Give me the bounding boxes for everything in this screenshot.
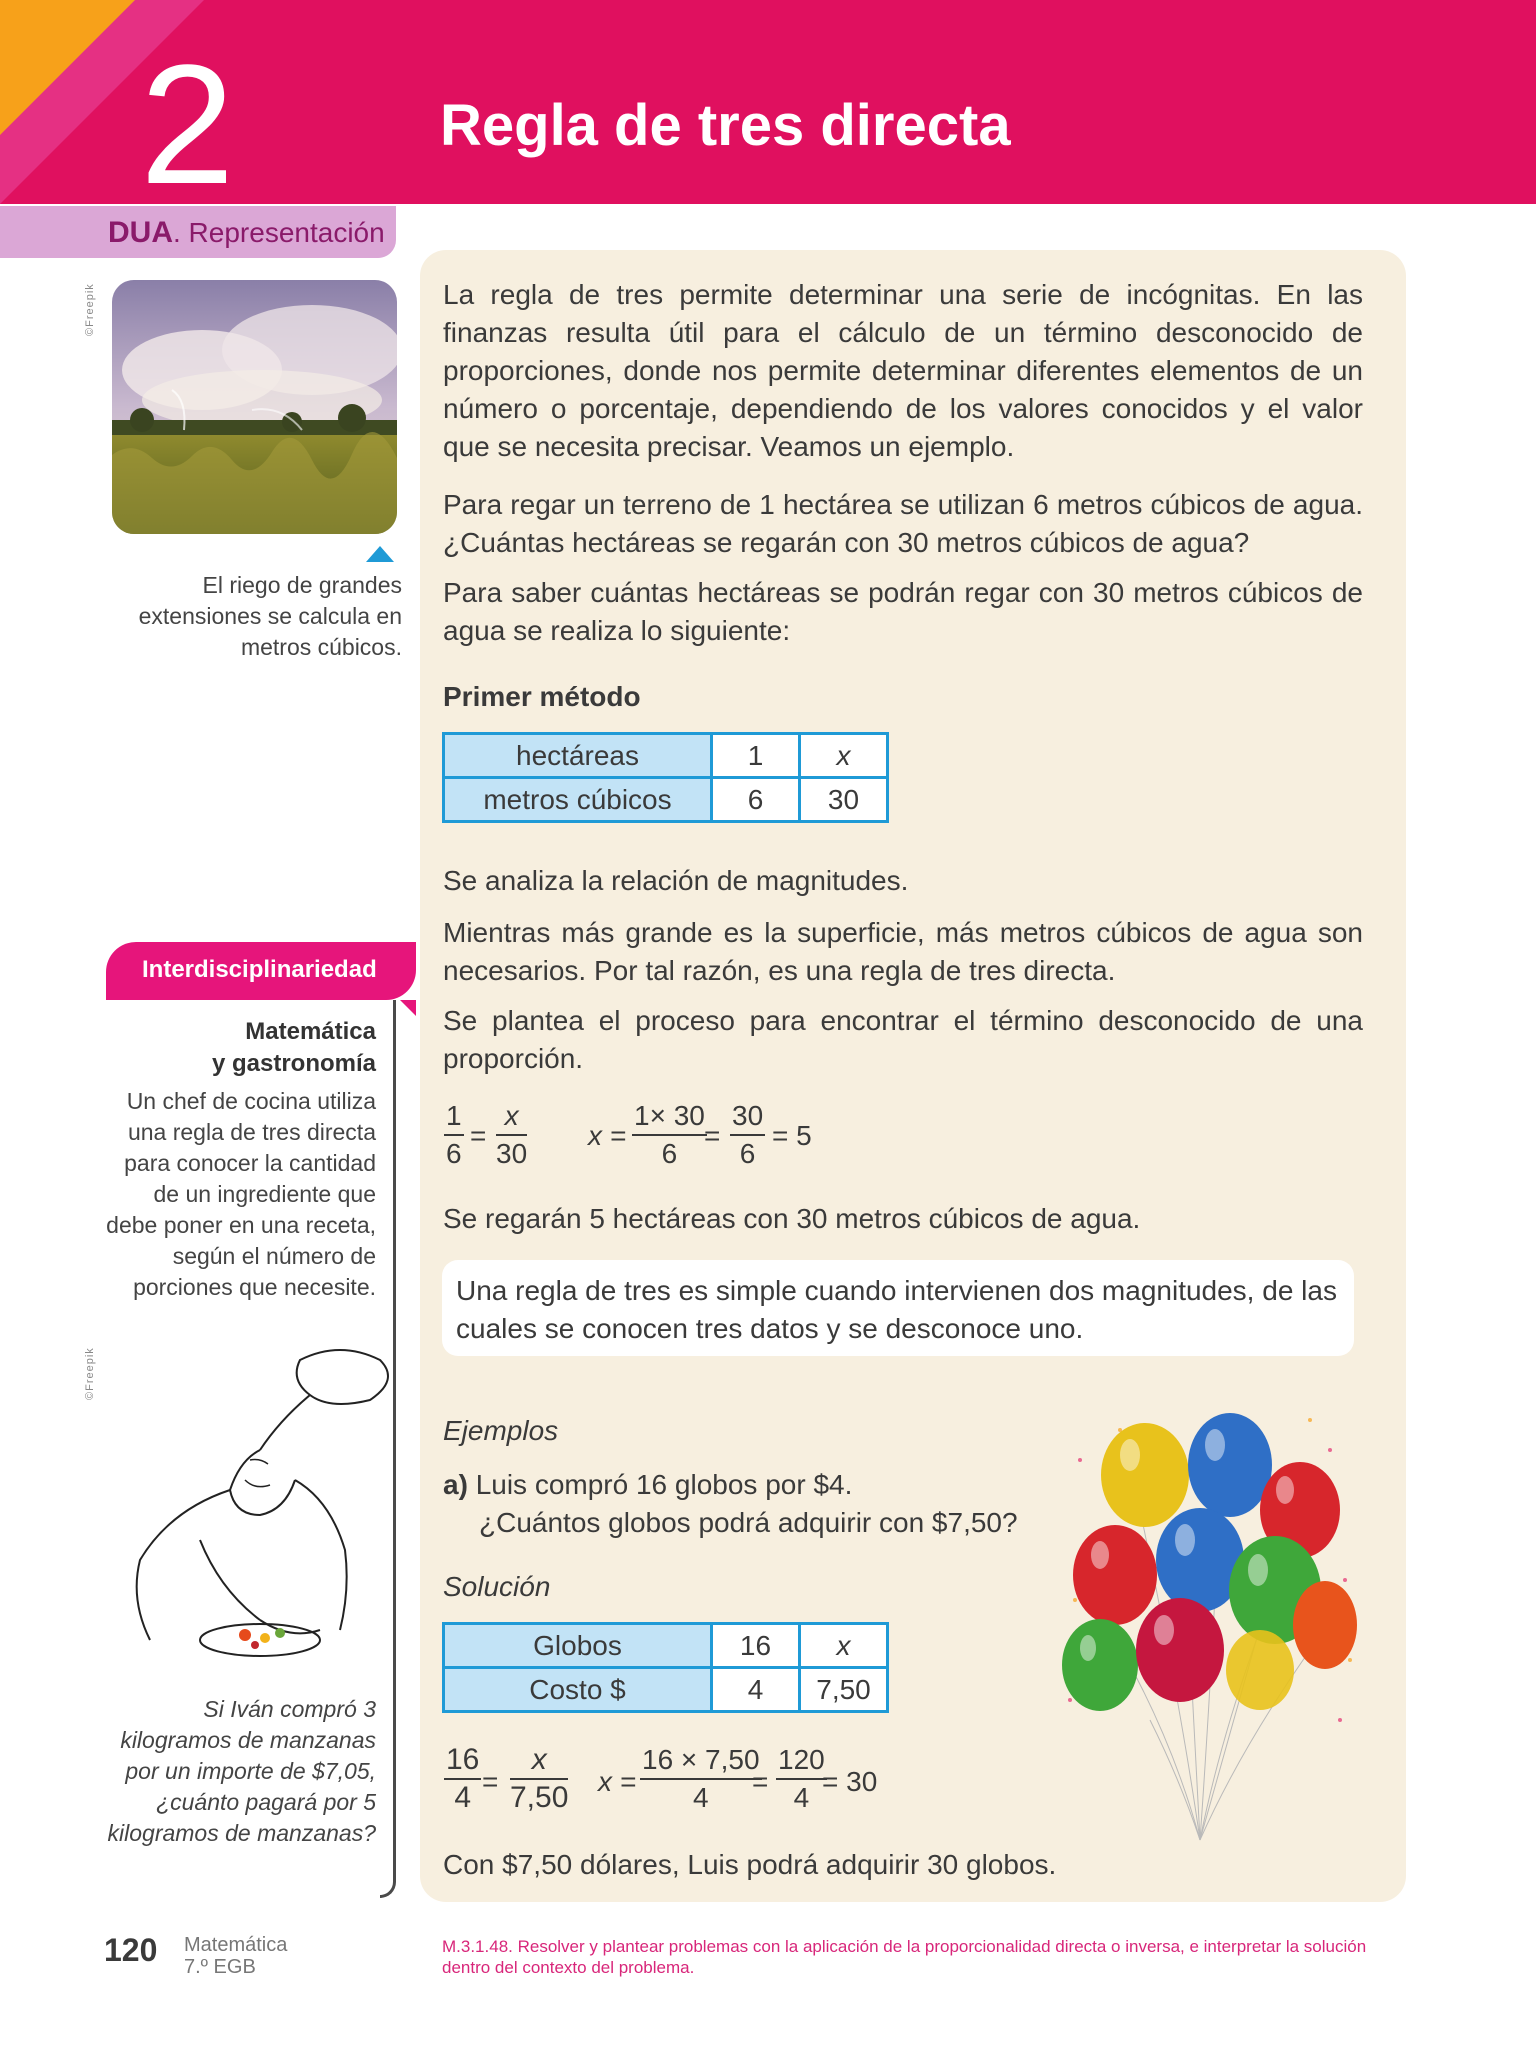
- table-row: [444, 734, 888, 778]
- chef-illustration: [110, 1340, 400, 1670]
- example-a-line2: ¿Cuántos globos podrá adquirir con $7,50?: [479, 1507, 1018, 1538]
- table-cell: x: [800, 734, 888, 778]
- dua-bold: DUA: [108, 216, 173, 249]
- tab-fold-icon: [400, 1000, 416, 1016]
- denominator: 6: [446, 1138, 462, 1169]
- proportion-table-2: [442, 1622, 889, 1713]
- numerator: 1× 30: [634, 1100, 705, 1131]
- denominator: 6: [661, 1138, 678, 1169]
- numerator: x: [504, 1100, 519, 1131]
- fraction: [444, 1742, 481, 1816]
- denominator: 4: [454, 1781, 472, 1814]
- result: = 30: [822, 1766, 878, 1797]
- photo-credit-chef: ©Freepik: [84, 1347, 96, 1400]
- x-equals: x =: [588, 1120, 627, 1151]
- example-a-line1: Luis compró 16 globos por $4.: [475, 1469, 853, 1500]
- page-title: Regla de tres directa: [440, 93, 1011, 158]
- unit-number: 2: [140, 30, 235, 204]
- page-number: 120: [104, 1932, 158, 1968]
- denominator: 7,50: [510, 1781, 569, 1814]
- method-title: Primer método: [443, 681, 641, 712]
- proportion-table-1: [442, 732, 889, 823]
- sidebar-title: [110, 1016, 376, 1080]
- header-corner-orange: [0, 0, 135, 135]
- table-cell: 6: [712, 778, 800, 822]
- equals-sign: =: [482, 1766, 499, 1797]
- examples-title: Ejemplos: [443, 1415, 559, 1446]
- numerator: 16 × 7,50: [642, 1744, 760, 1775]
- table-cell: metros cúbicos: [444, 778, 712, 822]
- dua-tab: [0, 206, 396, 258]
- result-1: Se regarán 5 hectáreas con 30 metros cúbicos de agua.: [443, 1203, 1141, 1234]
- footer-subject: [184, 1934, 287, 1978]
- numerator: 120: [778, 1744, 825, 1775]
- dua-rest: . Representación: [173, 217, 385, 248]
- result-2: Con $7,50 dólares, Luis podrá adquirir 30 globos.: [443, 1849, 1057, 1880]
- problem-paragraph: Para regar un terreno de 1 hectárea se utilizan 6 metros cúbicos de agua. ¿Cuántas hectáreas se regarán con 30 metros cúbicos de agua?: [443, 489, 1363, 558]
- table-cell: 16: [712, 1624, 800, 1668]
- chapter-header: [0, 0, 1536, 204]
- subject-name: Matemática: [184, 1934, 288, 1956]
- example-letter: a): [443, 1469, 468, 1500]
- table-row: [444, 778, 888, 822]
- sidebar-title-line1: Matemática: [245, 1018, 376, 1045]
- plantea-text: Se plantea el proceso para encontrar el término desconocido de una proporción.: [443, 1005, 1363, 1074]
- example-a: [443, 1466, 1043, 1542]
- x-equals: x =: [598, 1766, 637, 1797]
- sidebar-title-line2: y gastronomía: [211, 1050, 376, 1077]
- denominator: 30: [496, 1138, 528, 1169]
- fraction: [632, 1098, 707, 1172]
- direct-explanation: Mientras más grande es la superficie, más metros cúbicos de agua son necesarios. Por tal razón, es una regla de tres directa.: [443, 917, 1363, 986]
- grade-level: 7.º EGB: [184, 1956, 256, 1978]
- table-row: [444, 1624, 888, 1668]
- caption-pointer-icon: [366, 546, 394, 562]
- fraction: [730, 1098, 765, 1172]
- table-cell: hectáreas: [444, 734, 712, 778]
- table-cell: 7,50: [800, 1668, 888, 1712]
- fraction: [510, 1742, 568, 1816]
- equals-sign: =: [470, 1120, 487, 1151]
- table-cell: 4: [712, 1668, 800, 1712]
- numerator: x: [531, 1743, 547, 1776]
- photo-credit-corn: ©Freepik: [84, 283, 96, 336]
- intro-paragraph: La regla de tres permite determinar una serie de incógnitas. En las finanzas resulta útil para el cálculo de un término desconocido de proporciones, donde nos permite determinar diferentes elementos de un número o porcentaje, dependiendo de los valores conocidos y el valor que se necesita precisar. Veamos un ejemplo.: [443, 279, 1363, 462]
- equals-sign: =: [752, 1766, 769, 1797]
- denominator: 4: [692, 1782, 709, 1813]
- corn-caption: El riego de grandes extensiones se calcula en metros cúbicos.: [138, 572, 402, 660]
- table-row: [444, 1668, 888, 1712]
- table-cell: 30: [800, 778, 888, 822]
- denominator: 4: [793, 1782, 810, 1813]
- fraction: [776, 1742, 827, 1816]
- solution-title: Solución: [443, 1571, 551, 1602]
- numerator: 1: [446, 1100, 462, 1131]
- procedure-paragraph: Para saber cuántas hectáreas se podrán regar con 30 metros cúbicos de agua se realiza lo siguiente:: [443, 577, 1363, 646]
- analysis-text: Se analiza la relación de magnitudes.: [443, 865, 909, 896]
- balloons-image: [1060, 1400, 1360, 1870]
- skill-statement: M.3.1.48. Resolver y plantear problemas con la aplicación de la proporcionalidad directa o inversa, e interpretar la solución dentro del contexto del problema.: [442, 1937, 1367, 1977]
- numerator: 30: [732, 1100, 764, 1131]
- numerator: 16: [446, 1743, 480, 1776]
- equals-sign: =: [704, 1120, 721, 1151]
- definition-box: Una regla de tres es simple cuando intervienen dos magnitudes, de las cuales se conocen tres datos y se desconoce uno.: [442, 1260, 1354, 1356]
- denominator: 6: [739, 1138, 756, 1169]
- interdisciplinary-tab: Interdisciplinariedad: [106, 942, 416, 1000]
- table-cell: Costo $: [444, 1668, 712, 1712]
- table-cell: 1: [712, 734, 800, 778]
- sidebar-question: Si Iván compró 3 kilogramos de manzanas por un importe de $7,05, ¿cuánto pagará por 5 kilogramos de manzanas?: [107, 1696, 376, 1846]
- table-cell: Globos: [444, 1624, 712, 1668]
- sidebar-text: Un chef de cocina utiliza una regla de tres directa para conocer la cantidad de un ingrediente que debe poner en una receta, según el número de porciones que necesite.: [106, 1088, 376, 1300]
- fraction: [640, 1742, 762, 1816]
- fraction: [444, 1098, 464, 1172]
- cornfield-image: [112, 280, 397, 534]
- fraction: [496, 1098, 527, 1172]
- table-cell: x: [800, 1624, 888, 1668]
- result: = 5: [772, 1120, 812, 1151]
